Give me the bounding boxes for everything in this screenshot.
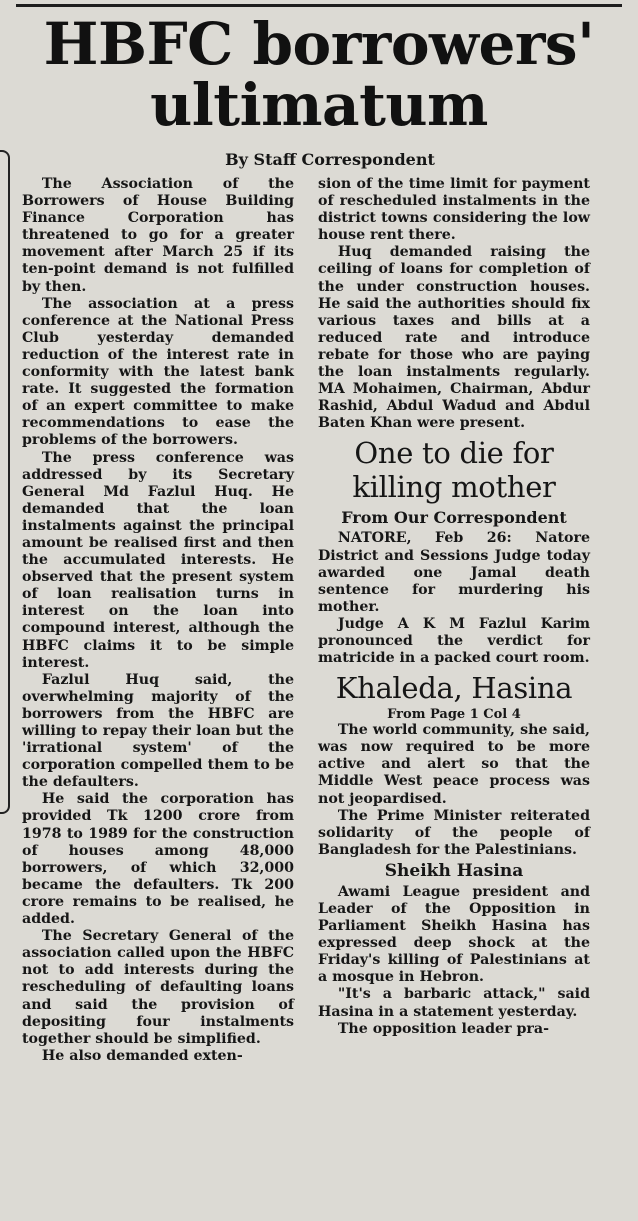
paragraph: sion of the time limit for payment of rescheduled instalments in the district towns considering the low house rent there. xyxy=(318,176,590,244)
paragraph: The Association of the Borrowers of House Building Finance Corporation has threatened to go for a greater movement after March 25 if its ten-point demand is not fulfilled by then. xyxy=(22,176,294,295)
paragraph: Fazlul Huq said, the overwhelming majority of the borrowers from the HBFC are willing to repay their loan but the 'irrational system' of the corporation compelled them to be the defaulters. xyxy=(22,671,294,791)
section-subhead: Sheikh Hasina xyxy=(384,860,524,881)
paragraph: The opposition leader pra- xyxy=(337,1020,549,1037)
paragraph: "It's a barbaric attack," said Hasina in a statement yesterday. xyxy=(318,986,590,1020)
paragraph: Judge A K M Fazlul Karim pronounced the verdict for matricide in a packed court room. xyxy=(318,615,590,667)
main-headline xyxy=(18,10,620,139)
paragraph: The press conference was addressed by its Secretary General Md Fazlul Huq. He demanded that the loan instalments against the principal amount be realised first and then the accumulated interests. He observed that the present system of loan realisation turns in interest on the loan into compound interest, although the HBFC claims it to be simple interest. xyxy=(22,449,294,671)
article3-headline: Khaleda, Hasina xyxy=(335,671,573,706)
article2-headline: One to die for killing mother xyxy=(352,436,556,505)
paragraph: Huq demanded raising the ceiling of loans for completion of the under construction houses. He said the authorities should fix various taxes and bills at a reduced rate and introduce rebate for those who are paying the loan instalments regularly. MA Mohaimen, Chairman, Abdur Rashid, Abdul Wadud and Abdul Baten Khan were present. xyxy=(318,244,590,432)
paragraph: Awami League president and Leader of the Opposition in Parliament Sheikh Hasina has expressed deep shock at the Friday's killing of Palestinians at a mosque in Hebron. xyxy=(318,883,590,986)
top-rule xyxy=(16,4,622,7)
article-byline: By Staff Correspondent xyxy=(225,150,435,169)
article2-byline: From Our Correspondent xyxy=(341,508,567,528)
headline-line-1: HBFC borrowers' xyxy=(43,10,595,78)
paragraph: The world community, she said, was now required to be more active and alert so that the Middle West peace process was not jeopardised. xyxy=(318,722,590,807)
paragraph: The association at a press conference at the National Press Club yesterday demanded reduction of the interest rate in conformity with the latest bank rate. It suggested the formation of an expert committee to make recommendations to ease the problems of the borrowers. xyxy=(22,295,294,449)
column-bracket xyxy=(0,150,10,814)
paragraph: He also demanded exten- xyxy=(41,1047,243,1064)
paragraph: NATORE, Feb 26: Natore District and Sessions Judge today awarded one Jamal death sentence for murdering his mother. xyxy=(318,530,590,615)
right-column xyxy=(318,176,590,1038)
paragraph: The Secretary General of the association called upon the HBFC not to add interests during the rescheduling of defaulting loans and said the provision of depositing four instalments together should be simplified. xyxy=(22,928,294,1047)
left-column xyxy=(22,176,294,1065)
paragraph: He said the corporation has provided Tk 1200 crore from 1978 to 1989 for the construction of houses among 48,000 borrowers, of which 32,000 became the defaulters. Tk 200 crore remains to be realised, he added. xyxy=(22,791,294,928)
continuation-note: From Page 1 Col 4 xyxy=(387,707,521,723)
headline-line-2: ultimatum xyxy=(150,71,488,139)
paragraph: The Prime Minister reiterated solidarity of the people of Bangladesh for the Palestinians. xyxy=(318,807,590,858)
